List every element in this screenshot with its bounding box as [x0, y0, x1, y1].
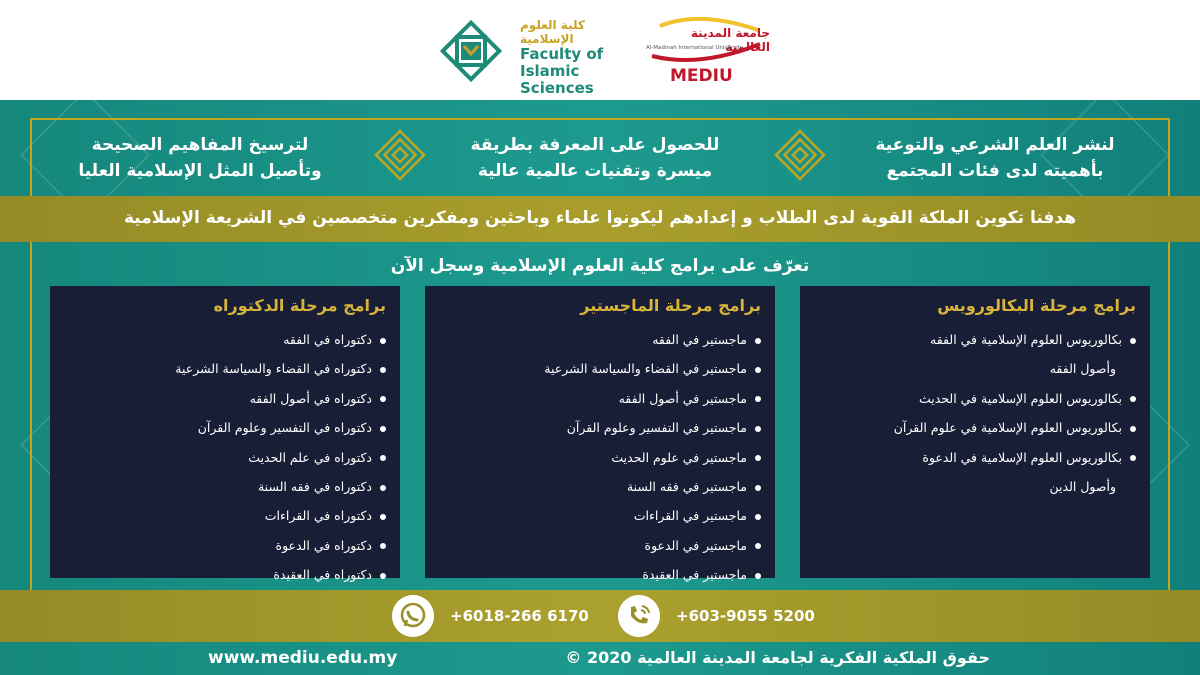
contact-bar	[0, 590, 1200, 642]
goal-left-line2: وتأصيل المثل الإسلامية العليا	[78, 161, 322, 181]
master-title: برامج مرحلة الماجستير	[580, 296, 761, 315]
list-item: ماجستير في أصول الفقه	[439, 384, 761, 413]
bullet-icon	[755, 426, 761, 432]
list-item: دكتوراه في القضاء والسياسة الشرعية	[64, 354, 386, 383]
list-item: ماجستير في القضاء والسياسة الشرعية	[439, 354, 761, 383]
bullet-icon	[380, 338, 386, 344]
list-item: وأصول الفقه	[1049, 361, 1116, 377]
goal-left	[50, 132, 350, 184]
bullet-icon	[755, 543, 761, 549]
list-item: بكالوريوس العلوم الإسلامية في الحديث	[814, 384, 1136, 413]
faculty-logo-line1: Faculty of	[520, 45, 604, 63]
whatsapp-number[interactable]: +6018-266 6170	[450, 607, 589, 625]
goal-center-line1: للحصول على المعرفة بطريقة	[470, 135, 720, 155]
bullet-icon	[755, 514, 761, 520]
frame-top	[30, 118, 1170, 120]
bullet-icon	[755, 367, 761, 373]
goal-center-line2: ميسرة وتقنيات عالمية عالية	[477, 161, 713, 181]
faculty-logo-line2: Islamic Sciences	[520, 62, 594, 97]
bullet-icon	[380, 573, 386, 579]
bullet-icon	[380, 455, 386, 461]
bullet-icon	[380, 514, 386, 520]
programs-subheading: تعرّف على برامج كلية العلوم الإسلامية وسجل الآن	[390, 256, 810, 276]
list-item: دكتوراه في أصول الفقه	[64, 384, 386, 413]
faculty-logo-arabic: كلية العلوم الإسلامية	[520, 18, 585, 46]
list-item: ماجستير في الفقه	[439, 325, 761, 354]
faculty-logo	[432, 14, 632, 97]
header	[0, 0, 1200, 100]
list-item: ماجستير في الدعوة	[439, 531, 761, 560]
diamond-ornament-icon	[373, 128, 427, 182]
goal-right-line1: لنشر العلم الشرعي والتوعية	[875, 135, 1115, 155]
list-item: بكالوريوس العلوم الإسلامية في الدعوة	[814, 443, 1136, 472]
bullet-icon	[380, 543, 386, 549]
bullet-icon	[1130, 338, 1136, 344]
frame-lower-left	[30, 242, 32, 590]
list-item: وأصول الدين	[1049, 479, 1116, 495]
list-item: دكتوراه في فقه السنة	[64, 472, 386, 501]
bullet-icon	[380, 426, 386, 432]
goal-right-line2: بأهميته لدى فئات المجتمع	[886, 161, 1104, 181]
list-item: دكتوراه في العقيدة	[64, 560, 386, 589]
list-item: ماجستير في فقه السنة	[439, 472, 761, 501]
bachelor-title: برامج مرحلة البكالورويس	[937, 296, 1136, 315]
mediu-logo-arabic: جامعة المدينة العالمية	[690, 26, 770, 54]
doctorate-title: برامج مرحلة الدكتوراه	[213, 296, 386, 315]
list-item: دكتوراه في الدعوة	[64, 531, 386, 560]
goal-center	[445, 132, 745, 184]
list-item: بكالوريوس العلوم الإسلامية في الفقه	[814, 325, 1136, 354]
bullet-icon	[380, 367, 386, 373]
mediu-logo-english: Al-Madinah International University	[646, 45, 744, 51]
bullet-icon	[380, 485, 386, 491]
frame-right	[1168, 118, 1170, 198]
bullet-icon	[380, 396, 386, 402]
bullet-icon	[1130, 426, 1136, 432]
list-item: دكتوراه في علم الحديث	[64, 443, 386, 472]
mediu-logo	[640, 16, 770, 90]
bullet-icon	[755, 338, 761, 344]
bullet-icon	[755, 396, 761, 402]
phone-icon[interactable]	[618, 595, 660, 637]
whatsapp-icon[interactable]	[392, 595, 434, 637]
list-item: ماجستير في علوم الحديث	[439, 443, 761, 472]
list-item: ماجستير في العقيدة	[439, 560, 761, 589]
frame-left	[30, 118, 32, 198]
bullet-icon	[755, 573, 761, 579]
bullet-icon	[755, 485, 761, 491]
faculty-emblem-icon	[432, 14, 510, 88]
list-item: ماجستير في القراءات	[439, 501, 761, 530]
list-item: دكتوراه في التفسير وعلوم القرآن	[64, 413, 386, 442]
frame-lower-right	[1168, 242, 1170, 590]
goal-right	[845, 132, 1145, 184]
copyright-text: حقوق الملكية الفكرية لجامعة المدينة العالمية 2020 ©	[565, 648, 990, 667]
mission-text: هدفنا تكوين الملكة القوية لدى الطلاب و إعدادهم ليكونوا علماء وباحثين ومفكرين متخصصين في الشريعة الإسلامية	[123, 208, 1077, 228]
bachelor-panel	[800, 286, 1150, 578]
website-link[interactable]: www.mediu.edu.my	[208, 648, 398, 668]
list-item: بكالوريوس العلوم الإسلامية في علوم القرآن	[814, 413, 1136, 442]
master-panel	[425, 286, 775, 583]
bullet-icon	[1130, 455, 1136, 461]
goal-left-line1: لترسيخ المفاهيم الصحيحة	[91, 135, 309, 155]
doctorate-panel	[50, 286, 400, 583]
list-item: ماجستير في التفسير وعلوم القرآن	[439, 413, 761, 442]
list-item: دكتوراه في الفقه	[64, 325, 386, 354]
bullet-icon	[1130, 396, 1136, 402]
bullet-icon	[755, 455, 761, 461]
mediu-logo-name: MEDIU	[670, 66, 733, 86]
list-item: دكتوراه في القراءات	[64, 501, 386, 530]
diamond-ornament-icon	[773, 128, 827, 182]
phone-number[interactable]: +603-9055 5200	[676, 607, 815, 625]
